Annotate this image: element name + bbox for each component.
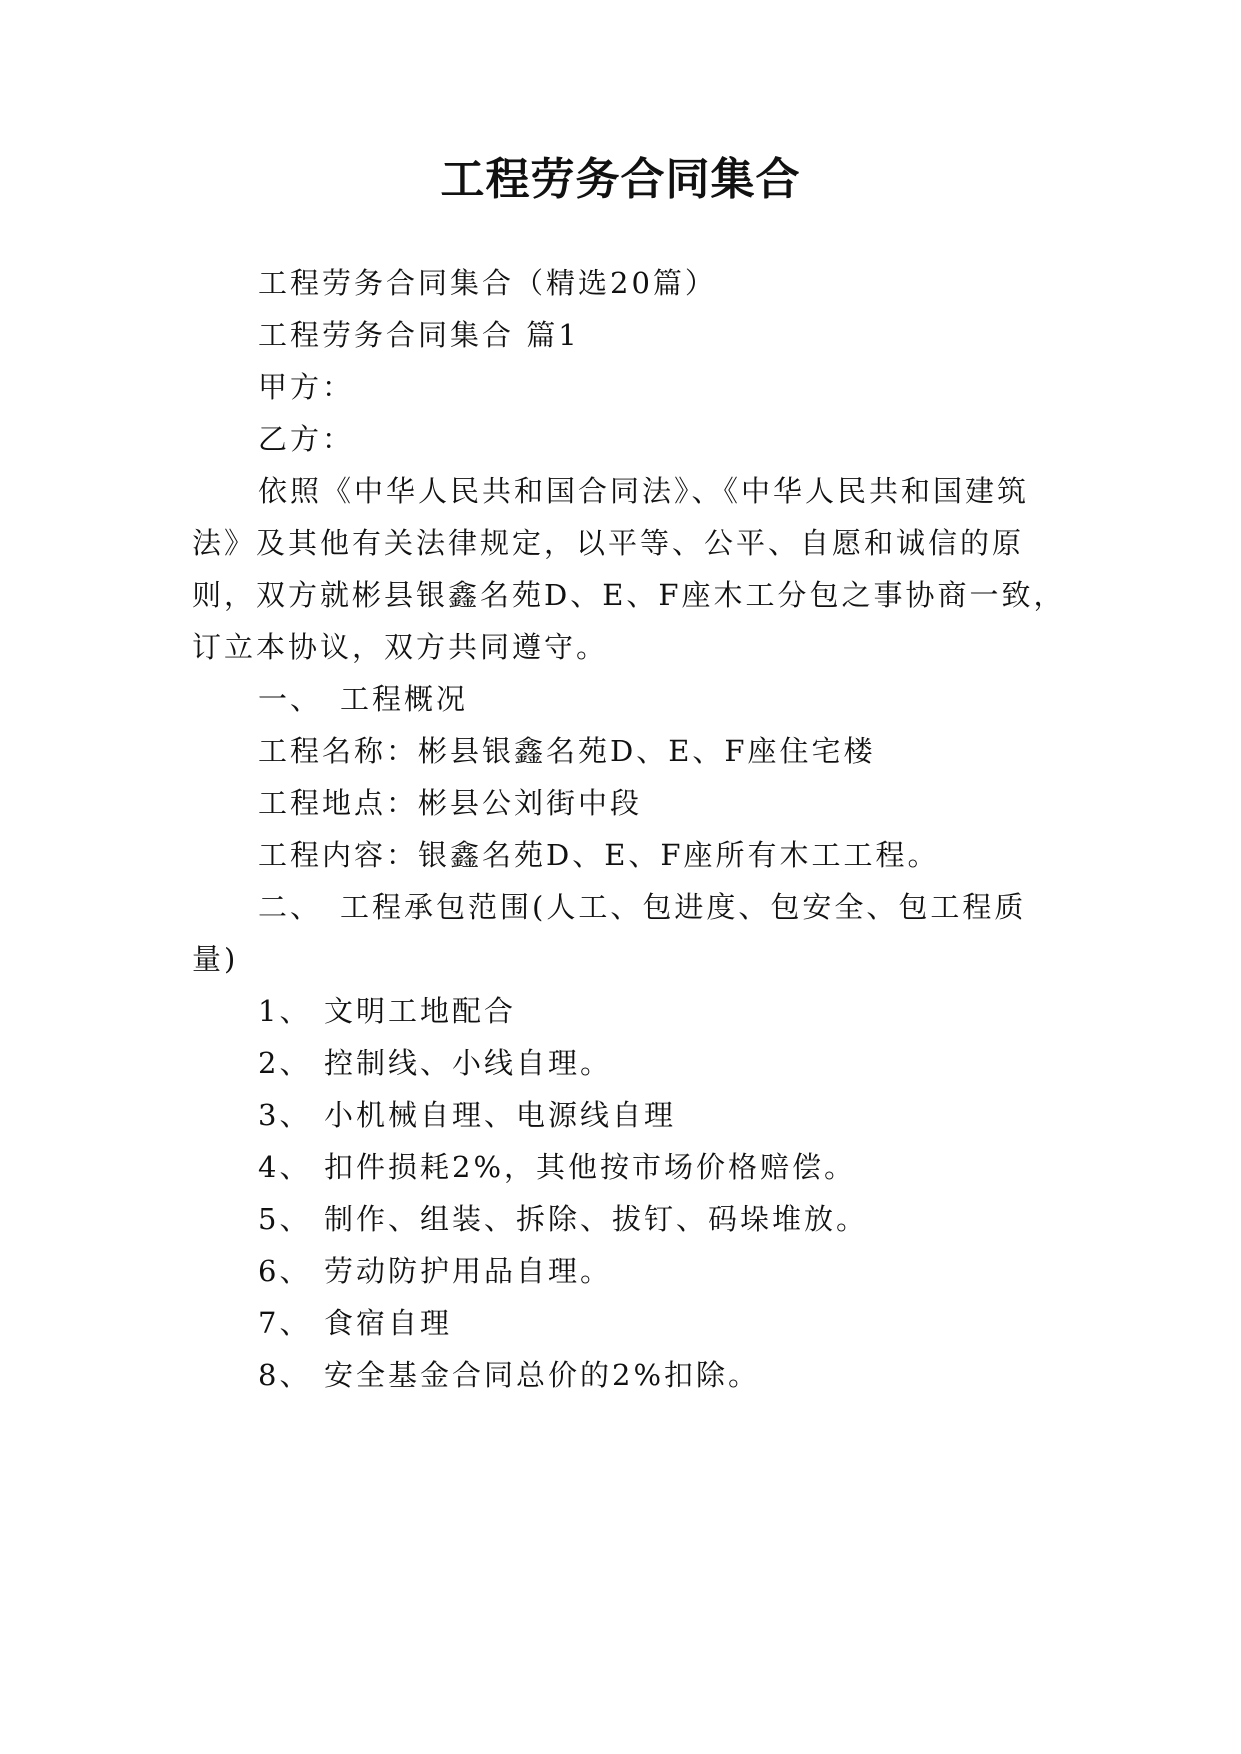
project-content: 工程内容：银鑫名苑D、E、F座所有木工工程。: [258, 838, 940, 872]
list-item-number: 5、: [258, 1202, 312, 1236]
part2-heading: [258, 887, 1026, 927]
list-item: [258, 1147, 856, 1187]
list-item: [258, 1303, 452, 1343]
list-item-text: 小机械自理、电源线自理: [324, 1098, 677, 1132]
part2-heading-continued: 量): [192, 942, 239, 976]
list-item-text: 控制线、小线自理。: [324, 1046, 613, 1080]
list-item-number: 6、: [258, 1254, 312, 1288]
document-title: 工程劳务合同集合: [440, 154, 801, 205]
list-item-number: 2、: [258, 1046, 312, 1080]
intro-line-3: 则，双方就彬县银鑫名苑D、E、F座木工分包之事协商一致，: [192, 578, 1066, 612]
list-item-number: 8、: [258, 1358, 312, 1392]
list-item-text: 扣件损耗2%，其他按市场价格赔偿。: [324, 1150, 857, 1184]
project-name: 工程名称：彬县银鑫名苑D、E、F座住宅楼: [258, 734, 876, 768]
list-item-number: 1、: [258, 994, 312, 1028]
part1-marker: 一、: [258, 682, 323, 716]
intro-line-1: 依照《中华人民共和国合同法》、《中华人民共和国建筑: [258, 474, 1030, 508]
list-item: [258, 1199, 868, 1239]
list-item: [258, 991, 516, 1031]
list-item: [258, 1251, 612, 1291]
list-item: [258, 1095, 676, 1135]
list-item-text: 制作、组装、拆除、拔钉、码垛堆放。: [324, 1202, 869, 1236]
list-item-text: 食宿自理: [324, 1306, 453, 1340]
list-item-text: 文明工地配合: [324, 994, 517, 1028]
party-a-label: 甲方：: [258, 370, 355, 404]
intro-line-2: 法》及其他有关法律规定，以平等、公平、自愿和诚信的原: [192, 526, 1025, 560]
part2-marker: 二、: [258, 890, 323, 924]
list-item: [258, 1043, 612, 1083]
list-item-number: 4、: [258, 1150, 312, 1184]
document-subtitle: 工程劳务合同集合（精选20篇）: [258, 266, 717, 300]
project-location: 工程地点：彬县公刘街中段: [258, 786, 643, 820]
list-item: [258, 1355, 760, 1395]
part1-heading-text: 工程概况: [340, 682, 469, 716]
party-b-label: 乙方：: [258, 422, 355, 456]
part2-heading-text: 工程承包范围(人工、包进度、包安全、包工程质: [340, 890, 1027, 924]
list-item-text: 安全基金合同总价的2%扣除。: [324, 1358, 761, 1392]
list-item-number: 7、: [258, 1306, 312, 1340]
intro-line-4: 订立本协议，双方共同遵守。: [192, 630, 609, 664]
section-heading: 工程劳务合同集合 篇1: [258, 318, 580, 352]
part1-heading: [258, 679, 468, 719]
list-item-text: 劳动防护用品自理。: [324, 1254, 613, 1288]
list-item-number: 3、: [258, 1098, 312, 1132]
